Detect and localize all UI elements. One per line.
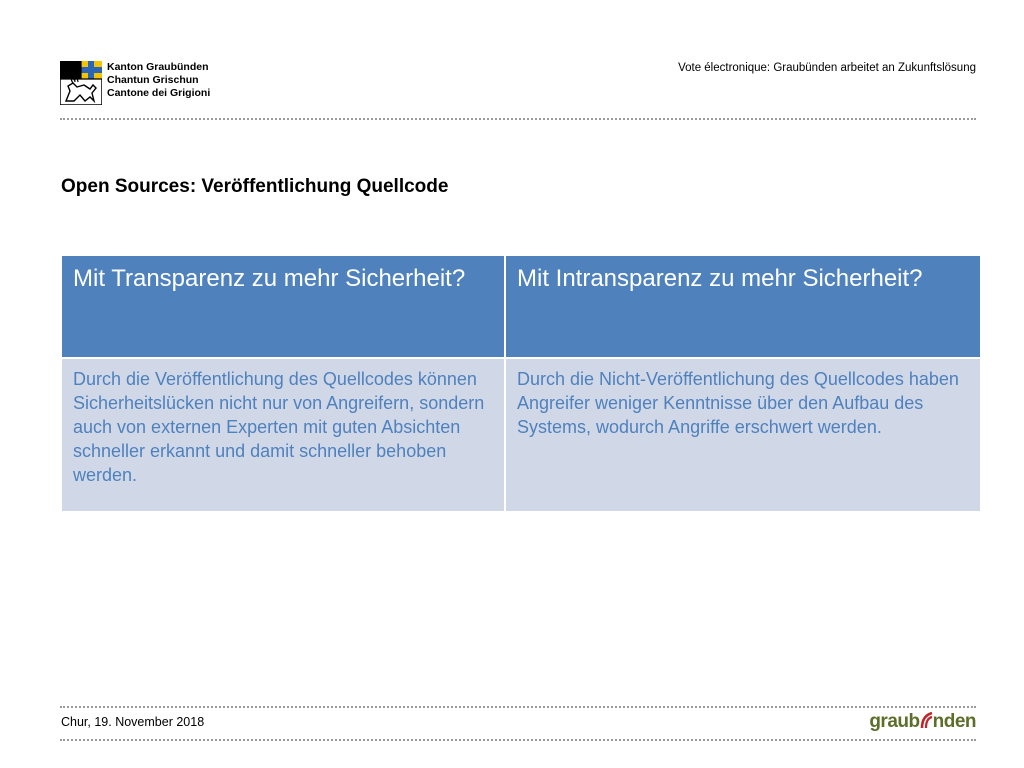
header-divider <box>60 118 976 120</box>
graubuenden-brand-logo <box>869 711 976 733</box>
canton-name-italian: Cantone dei Grigioni <box>107 87 211 99</box>
slide-title: Open Sources: Veröffentlichung Quellcode <box>61 176 449 197</box>
comparison-table <box>60 254 982 513</box>
canton-name-german: Kanton Graubünden <box>107 61 209 73</box>
header-cell-intransparency: Mit Intransparenz zu mehr Sicherheit? <box>505 255 981 358</box>
body-cell-transparency: Durch die Veröffentlichung des Quellcodes können Sicherheitslücken nicht nur von Angreifern, sondern auch von externen Experten mit guten Absichten schneller erkannt und damit schneller behoben werden. <box>61 358 505 512</box>
table-row <box>61 358 981 512</box>
ibex-horns-icon <box>920 712 933 729</box>
canton-coat-of-arms-icon <box>60 61 102 105</box>
brand-text-start: graub <box>869 711 920 732</box>
presentation-title: Vote électronique: Graubünden arbeitet an Zukunftslösung <box>678 62 976 74</box>
header-cell-transparency: Mit Transparenz zu mehr Sicherheit? <box>61 255 505 358</box>
footer-divider-top <box>60 706 976 708</box>
table-header-row <box>61 255 981 358</box>
body-cell-intransparency: Durch die Nicht-Veröffentlichung des Quellcodes haben Angreifer weniger Kenntnisse über den Aufbau des Systems, wodurch Angriffe erschwert werden. <box>505 358 981 512</box>
canton-name-block <box>107 61 210 100</box>
canton-name-romansh: Chantun Grischun <box>107 74 199 86</box>
footer-divider-bottom <box>60 739 976 741</box>
brand-text-end: nden <box>932 711 976 732</box>
footer-date: Chur, 19. November 2018 <box>61 715 205 729</box>
